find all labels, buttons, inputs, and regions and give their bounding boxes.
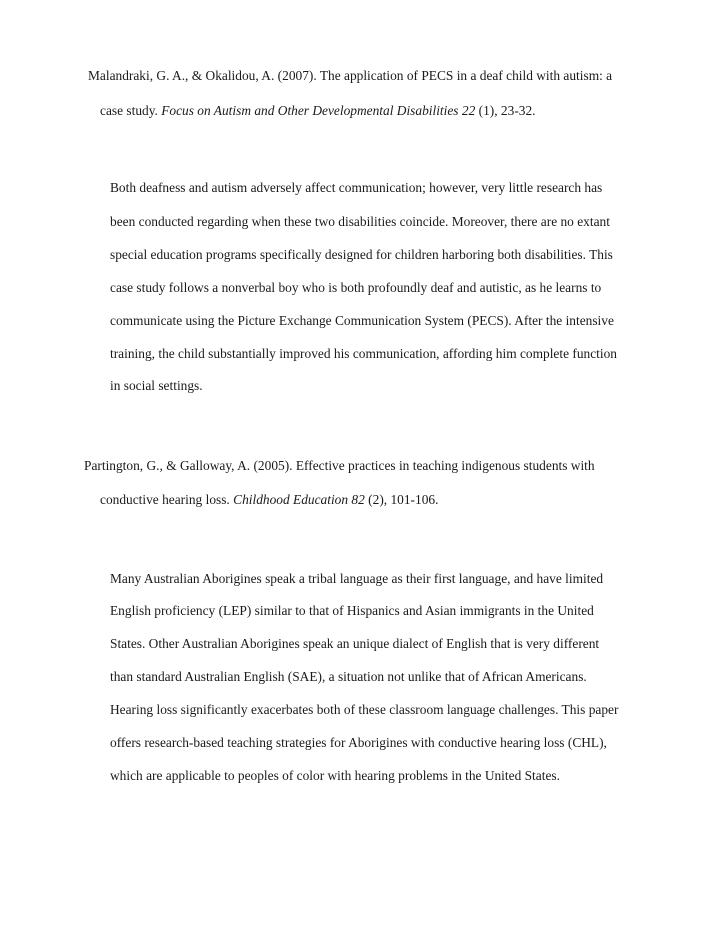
abstract-line: than standard Australian English (SAE), a situation not unlike that of African Americans. — [110, 669, 587, 684]
abstract-line: Hearing loss significantly exacerbates both of these classroom language challenges. This paper — [110, 702, 619, 717]
citation-line: Malandraki, G. A., & Okalidou, A. (2007). The application of PECS in a deaf child with autism: a — [88, 68, 613, 83]
abstract-line: States. Other Australian Aborigines speak an unique dialect of English that is very different — [110, 636, 600, 651]
abstract-line: case study follows a nonverbal boy who is both profoundly deaf and autistic, as he learns to — [110, 280, 602, 295]
abstract-line: training, the child substantially improved his communication, affording him complete function — [110, 346, 618, 361]
citation-text: conductive hearing loss. — [100, 492, 234, 507]
citation-text: (2), 101-106. — [364, 492, 439, 507]
citation-line — [100, 492, 438, 508]
citation-text: (1), 23-32. — [475, 103, 536, 118]
abstract-line: Both deafness and autism adversely affect communication; however, very little research has — [110, 180, 603, 195]
citation-line — [100, 103, 536, 119]
abstract-line: Many Australian Aborigines speak a tribal language as their first language, and have limited — [110, 571, 604, 586]
journal-title: Childhood Education 82 — [233, 492, 365, 507]
abstract-line: English proficiency (LEP) similar to that of Hispanics and Asian immigrants in the United — [110, 603, 594, 618]
abstract-line: special education programs specifically designed for children harboring both disabilities. This — [110, 247, 613, 262]
abstract-line: offers research-based teaching strategies for Aborigines with conductive hearing loss (CHL), — [110, 735, 607, 750]
abstract-line: in social settings. — [110, 378, 203, 393]
journal-title: Focus on Autism and Other Developmental Disabilities 22 — [161, 103, 476, 118]
citation-text: case study. — [100, 103, 162, 118]
abstract-line: which are applicable to peoples of color with hearing problems in the United States. — [110, 768, 560, 783]
abstract-line: communicate using the Picture Exchange Communication System (PECS). After the intensive — [110, 313, 614, 328]
citation-line: Partington, G., & Galloway, A. (2005). Effective practices in teaching indigenous students with — [84, 458, 595, 473]
abstract-line: been conducted regarding when these two disabilities coincide. Moreover, there are no extant — [110, 214, 610, 229]
